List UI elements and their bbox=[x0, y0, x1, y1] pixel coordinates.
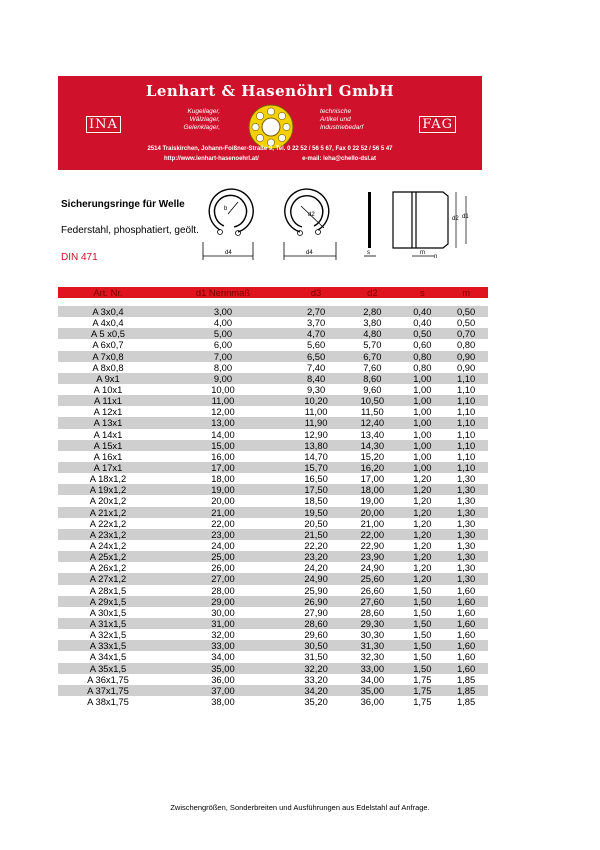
table-cell: 28,60 bbox=[288, 618, 344, 629]
table-cell: A 6x0,7 bbox=[92, 339, 124, 351]
table-cell: 1,00 bbox=[400, 373, 444, 384]
table-cell: 1,30 bbox=[456, 540, 476, 552]
label-d4-mid: d4 bbox=[306, 250, 313, 256]
table-cell: 7,40 bbox=[306, 361, 326, 373]
table-cell: 29,60 bbox=[304, 629, 328, 641]
table-cell: A 7x0,8 bbox=[58, 351, 158, 362]
table-cell: 38,00 bbox=[211, 695, 235, 707]
table-row bbox=[58, 685, 488, 696]
table-cell: A 27x1,2 bbox=[58, 573, 158, 584]
company-contact bbox=[58, 156, 482, 162]
table-cell: 1,00 bbox=[413, 428, 432, 440]
table-cell: 11,00 bbox=[158, 395, 288, 406]
column-header: d3 bbox=[288, 287, 344, 298]
table-cell: 1,75 bbox=[413, 673, 432, 685]
table-body bbox=[58, 298, 488, 707]
table-cell: 22,00 bbox=[211, 517, 235, 529]
table-cell: 17,00 bbox=[158, 462, 288, 473]
table-cell: A 12x1 bbox=[93, 406, 123, 418]
table-cell: 23,90 bbox=[344, 551, 400, 562]
table-cell: 1,00 bbox=[413, 406, 432, 418]
table-cell: 35,20 bbox=[304, 695, 328, 707]
table-cell: 33,20 bbox=[304, 673, 328, 685]
table-cell: 0,50 bbox=[444, 306, 488, 317]
table-row bbox=[58, 596, 488, 607]
table-cell: 1,50 bbox=[400, 663, 444, 674]
table-cell: 35,00 bbox=[344, 685, 400, 696]
table-cell: 16,00 bbox=[211, 450, 235, 462]
table-cell: 27,00 bbox=[158, 573, 288, 584]
ball-bearing-icon bbox=[248, 104, 294, 150]
table-cell: 1,50 bbox=[400, 596, 444, 607]
table-cell: 1,20 bbox=[400, 507, 444, 518]
table-cell: A 11x1 bbox=[58, 395, 158, 406]
table-cell: 1,30 bbox=[444, 551, 488, 562]
table-cell: 17,00 bbox=[360, 473, 385, 485]
table-row bbox=[58, 651, 488, 662]
table-cell: 1,10 bbox=[444, 395, 488, 406]
table-row bbox=[58, 351, 488, 362]
column-header: m bbox=[444, 287, 488, 298]
table-cell: 19,00 bbox=[158, 484, 288, 495]
table-row bbox=[58, 518, 488, 529]
table-row bbox=[58, 562, 488, 573]
table-cell: A 38x1,75 bbox=[87, 695, 129, 707]
table-cell: 19,00 bbox=[360, 495, 385, 507]
circlip-spec-table bbox=[58, 287, 488, 707]
label-d1: d1 bbox=[462, 214, 469, 220]
table-cell: 9,00 bbox=[158, 373, 288, 384]
table-cell: 1,60 bbox=[456, 651, 476, 663]
table-row bbox=[58, 429, 488, 440]
table-cell: 1,30 bbox=[456, 562, 476, 574]
table-cell: 1,10 bbox=[444, 462, 488, 473]
table-cell: 26,90 bbox=[288, 596, 344, 607]
table-cell: 2,70 bbox=[288, 306, 344, 317]
company-name: Lenhart & Hasenöhrl GmbH bbox=[145, 82, 395, 100]
table-cell: A 26x1,2 bbox=[89, 562, 127, 574]
table-cell: 33,00 bbox=[344, 663, 400, 674]
table-row bbox=[58, 618, 488, 629]
table-cell: 23,00 bbox=[158, 529, 288, 540]
table-cell: A 31x1,5 bbox=[58, 618, 158, 629]
table-cell: 1,20 bbox=[400, 551, 444, 562]
tagline-right: technische Artikel und Industriebedarf bbox=[320, 108, 364, 131]
table-cell: 15,70 bbox=[288, 462, 344, 473]
tagline-left: Kugellager, Wälzlager, Gelenklager, bbox=[183, 108, 220, 131]
table-row bbox=[58, 573, 488, 584]
table-cell: 34,00 bbox=[360, 673, 385, 685]
table-cell: 1,00 bbox=[413, 384, 432, 396]
table-cell: A 5 x0,5 bbox=[58, 328, 158, 339]
table-cell: A 20x1,2 bbox=[89, 495, 127, 507]
table-cell: 22,20 bbox=[304, 540, 328, 552]
table-cell: 4,00 bbox=[213, 317, 233, 329]
table-cell: A 16x1 bbox=[93, 450, 123, 462]
table-row bbox=[58, 362, 488, 373]
table-cell: 1,00 bbox=[413, 450, 432, 462]
table-row bbox=[58, 339, 488, 350]
table-cell: A 34x1,5 bbox=[89, 651, 127, 663]
table-row bbox=[58, 551, 488, 562]
table-cell: 13,40 bbox=[360, 428, 385, 440]
label-d2: d2 bbox=[452, 216, 459, 222]
table-cell: 18,50 bbox=[304, 495, 328, 507]
column-header: d1 Nennmaß bbox=[158, 287, 288, 298]
table-cell: A 37x1,75 bbox=[58, 685, 158, 696]
table-cell: 5,00 bbox=[158, 328, 288, 339]
table-cell: A 25x1,2 bbox=[58, 551, 158, 562]
table-cell: 1,50 bbox=[413, 651, 432, 663]
table-cell: 1,20 bbox=[400, 529, 444, 540]
table-cell: 20,50 bbox=[304, 517, 328, 529]
table-cell: A 36x1,75 bbox=[87, 673, 129, 685]
table-cell: 1,30 bbox=[444, 507, 488, 518]
table-cell: A 23x1,2 bbox=[58, 529, 158, 540]
table-row bbox=[58, 507, 488, 518]
table-cell: 10,00 bbox=[211, 384, 235, 396]
table-row bbox=[58, 540, 488, 551]
table-cell: A 29x1,5 bbox=[58, 596, 158, 607]
table-cell: 3,70 bbox=[306, 317, 326, 329]
table-cell: 1,30 bbox=[444, 529, 488, 540]
table-cell: 20,00 bbox=[344, 507, 400, 518]
table-cell: 5,70 bbox=[363, 339, 382, 351]
table-cell: 1,30 bbox=[456, 495, 476, 507]
table-cell: 16,50 bbox=[304, 473, 328, 485]
column-header: Art. Nr. bbox=[58, 287, 158, 298]
table-cell: 9,30 bbox=[306, 384, 326, 396]
label-m: m bbox=[420, 250, 425, 256]
table-row bbox=[58, 317, 488, 328]
table-cell: 26,60 bbox=[360, 584, 385, 596]
table-cell: A 9x1 bbox=[58, 373, 158, 384]
table-row bbox=[58, 495, 488, 506]
table-cell: 1,10 bbox=[456, 450, 476, 462]
table-cell: 1,10 bbox=[444, 373, 488, 384]
table-row bbox=[58, 674, 488, 685]
table-cell: 3,00 bbox=[158, 306, 288, 317]
table-cell: A 17x1 bbox=[58, 462, 158, 473]
table-cell: A 14x1 bbox=[93, 428, 123, 440]
table-cell: 12,00 bbox=[211, 406, 235, 418]
table-cell: 1,60 bbox=[456, 584, 476, 596]
table-cell: 6,00 bbox=[213, 339, 233, 351]
table-cell: 9,60 bbox=[363, 384, 382, 396]
table-cell: 22,90 bbox=[360, 540, 385, 552]
website-link[interactable]: http://www.lenhart-hasenoehrl.at/ bbox=[163, 156, 259, 162]
table-cell: 1,20 bbox=[400, 484, 444, 495]
table-cell: 1,10 bbox=[456, 384, 476, 396]
table-cell: A 18x1,2 bbox=[89, 473, 127, 485]
table-row bbox=[58, 451, 488, 462]
table-row bbox=[58, 663, 488, 674]
table-cell: A 32x1,5 bbox=[89, 629, 127, 641]
table-cell: 6,50 bbox=[288, 351, 344, 362]
table-cell: 1,50 bbox=[400, 640, 444, 651]
table-cell: 1,85 bbox=[444, 685, 488, 696]
table-cell: 1,30 bbox=[456, 473, 476, 485]
brand-logo-fag: FAG bbox=[419, 116, 456, 133]
table-cell: 1,30 bbox=[456, 517, 476, 529]
table-cell: 1,00 bbox=[400, 417, 444, 428]
table-cell: 1,75 bbox=[413, 695, 432, 707]
table-cell: A 35x1,5 bbox=[58, 663, 158, 674]
table-cell: 1,10 bbox=[444, 417, 488, 428]
table-cell: 1,60 bbox=[444, 596, 488, 607]
table-cell: 1,10 bbox=[456, 428, 476, 440]
table-cell: A 13x1 bbox=[58, 417, 158, 428]
table-cell: 13,80 bbox=[288, 440, 344, 451]
table-cell: 4,80 bbox=[344, 328, 400, 339]
table-cell: 23,20 bbox=[288, 551, 344, 562]
table-cell: A 33x1,5 bbox=[58, 640, 158, 651]
product-material: Federstahl, phosphatiert, geölt. bbox=[61, 225, 199, 236]
table-cell: 8,40 bbox=[288, 373, 344, 384]
table-cell: 1,85 bbox=[456, 673, 476, 685]
column-header: d2 bbox=[344, 287, 400, 298]
table-cell: 37,00 bbox=[158, 685, 288, 696]
table-cell: 1,30 bbox=[444, 573, 488, 584]
table-cell: 1,60 bbox=[444, 640, 488, 651]
table-cell: A 28x1,5 bbox=[89, 584, 127, 596]
table-cell: 34,20 bbox=[288, 685, 344, 696]
label-s: s bbox=[367, 250, 370, 256]
email-link[interactable]: e-mail: leha@chello-dsl.at bbox=[302, 156, 376, 162]
table-cell: 30,50 bbox=[288, 640, 344, 651]
table-cell: 6,70 bbox=[344, 351, 400, 362]
table-cell: 0,40 bbox=[400, 306, 444, 317]
table-cell: 25,90 bbox=[304, 584, 328, 596]
footer-note: Zwischengrößen, Sonderbreiten und Ausführungen aus Edelstahl auf Anfrage. bbox=[170, 803, 430, 812]
table-cell: 1,50 bbox=[400, 618, 444, 629]
table-cell: 32,20 bbox=[288, 663, 344, 674]
table-cell: 36,00 bbox=[211, 673, 235, 685]
table-cell: 32,00 bbox=[211, 629, 235, 641]
table-cell: 4,70 bbox=[288, 328, 344, 339]
table-cell: 13,00 bbox=[158, 417, 288, 428]
table-row bbox=[58, 440, 488, 451]
table-cell: A 3x0,4 bbox=[58, 306, 158, 317]
table-cell: 22,00 bbox=[344, 529, 400, 540]
table-cell: 1,50 bbox=[413, 606, 432, 618]
table-cell: 1,20 bbox=[413, 562, 432, 574]
table-row bbox=[58, 406, 488, 417]
table-cell: 1,85 bbox=[456, 695, 476, 707]
table-cell: A 10x1 bbox=[93, 384, 123, 396]
table-row bbox=[58, 384, 488, 395]
table-cell: 12,90 bbox=[304, 428, 328, 440]
table-cell: 20,00 bbox=[211, 495, 235, 507]
table-row bbox=[58, 328, 488, 339]
table-cell: 14,00 bbox=[211, 428, 235, 440]
table-header-row bbox=[58, 287, 488, 298]
table-row bbox=[58, 373, 488, 384]
table-cell: 1,10 bbox=[456, 406, 476, 418]
table-cell: 28,00 bbox=[211, 584, 235, 596]
table-cell: 24,90 bbox=[288, 573, 344, 584]
standard-label: DIN 471 bbox=[61, 252, 98, 263]
table-cell: 1,20 bbox=[413, 473, 432, 485]
table-cell: 0,80 bbox=[413, 361, 432, 373]
label-n: n bbox=[434, 254, 438, 260]
column-header: s bbox=[400, 287, 444, 298]
table-cell: 35,00 bbox=[158, 663, 288, 674]
table-cell: 0,90 bbox=[444, 351, 488, 362]
table-cell: 18,00 bbox=[211, 473, 235, 485]
table-row bbox=[58, 629, 488, 640]
table-cell: 28,60 bbox=[360, 606, 385, 618]
table-cell: A 4x0,4 bbox=[92, 317, 124, 329]
table-cell: 16,20 bbox=[344, 462, 400, 473]
table-cell: 8,00 bbox=[213, 361, 233, 373]
table-cell: 15,20 bbox=[360, 450, 385, 462]
table-cell: 0,90 bbox=[456, 361, 476, 373]
table-cell: 1,60 bbox=[456, 606, 476, 618]
table-cell: 3,80 bbox=[363, 317, 382, 329]
table-row bbox=[58, 417, 488, 428]
table-cell: 1,20 bbox=[413, 517, 432, 529]
table-cell: 10,20 bbox=[288, 395, 344, 406]
table-cell: 1,20 bbox=[413, 495, 432, 507]
table-cell: 0,50 bbox=[400, 328, 444, 339]
table-row bbox=[58, 473, 488, 484]
table-cell: 25,00 bbox=[158, 551, 288, 562]
table-cell: 11,90 bbox=[288, 417, 344, 428]
table-cell: 10,50 bbox=[344, 395, 400, 406]
table-cell: 1,60 bbox=[444, 618, 488, 629]
table-cell: 0,50 bbox=[456, 317, 476, 329]
table-row bbox=[58, 585, 488, 596]
brand-logo-ina: INA bbox=[86, 116, 121, 133]
table-cell: 31,50 bbox=[304, 651, 328, 663]
table-cell: 8,60 bbox=[344, 373, 400, 384]
table-cell: 0,40 bbox=[413, 317, 432, 329]
circlip-technical-drawing bbox=[198, 182, 483, 262]
table-row bbox=[58, 529, 488, 540]
table-row bbox=[58, 306, 488, 317]
table-cell: 27,90 bbox=[304, 606, 328, 618]
product-title: Sicherungsringe für Welle bbox=[61, 199, 185, 210]
table-cell: 30,00 bbox=[211, 606, 235, 618]
table-cell: A 21x1,2 bbox=[58, 507, 158, 518]
table-cell: 11,50 bbox=[360, 406, 384, 418]
table-cell: 1,00 bbox=[400, 462, 444, 473]
table-cell: 5,60 bbox=[306, 339, 326, 351]
table-cell: 1,75 bbox=[400, 685, 444, 696]
table-cell: 1,00 bbox=[400, 440, 444, 451]
table-cell: 2,80 bbox=[344, 306, 400, 317]
table-cell: 32,30 bbox=[360, 651, 385, 663]
label-d4-left: d4 bbox=[225, 250, 232, 256]
table-cell: 29,00 bbox=[158, 596, 288, 607]
table-row bbox=[58, 462, 488, 473]
table-cell: 7,60 bbox=[363, 361, 382, 373]
table-cell: 12,40 bbox=[344, 417, 400, 428]
company-address: 2514 Traiskirchen, Johann-Foißner-Straße 9, Tel. 0 22 52 / 56 5 67, Fax 0 22 52 / 56 5 47 bbox=[147, 146, 393, 152]
table-cell: 24,90 bbox=[360, 562, 385, 574]
table-cell: 14,30 bbox=[344, 440, 400, 451]
table-cell: 0,80 bbox=[400, 351, 444, 362]
table-cell: 0,70 bbox=[444, 328, 488, 339]
table-cell: 0,60 bbox=[413, 339, 432, 351]
table-cell: 34,00 bbox=[211, 651, 235, 663]
label-d3: d2 bbox=[308, 212, 315, 218]
table-cell: A 30x1,5 bbox=[89, 606, 127, 618]
table-row bbox=[58, 484, 488, 495]
table-row bbox=[58, 607, 488, 618]
table-cell: 15,00 bbox=[158, 440, 288, 451]
table-cell: 1,50 bbox=[413, 584, 432, 596]
table-cell: 19,50 bbox=[288, 507, 344, 518]
table-cell: 14,70 bbox=[304, 450, 328, 462]
table-cell: A 22x1,2 bbox=[89, 517, 127, 529]
table-cell: 7,00 bbox=[158, 351, 288, 362]
table-cell: 1,60 bbox=[456, 629, 476, 641]
table-row bbox=[58, 696, 488, 707]
table-cell: 1,20 bbox=[413, 540, 432, 552]
table-cell: 21,50 bbox=[288, 529, 344, 540]
spacer-row bbox=[58, 298, 488, 306]
table-cell: 18,00 bbox=[344, 484, 400, 495]
table-cell: A 8x0,8 bbox=[92, 361, 124, 373]
table-cell: 1,00 bbox=[400, 395, 444, 406]
table-cell: 1,60 bbox=[444, 663, 488, 674]
table-cell: A 15x1 bbox=[58, 440, 158, 451]
table-cell: 1,50 bbox=[413, 629, 432, 641]
table-cell: 25,60 bbox=[344, 573, 400, 584]
table-cell: 27,60 bbox=[344, 596, 400, 607]
table-cell: 0,80 bbox=[456, 339, 476, 351]
table-cell: A 19x1,2 bbox=[58, 484, 158, 495]
table-cell: 1,30 bbox=[444, 484, 488, 495]
table-cell: 24,20 bbox=[304, 562, 328, 574]
table-row bbox=[58, 395, 488, 406]
table-cell: 26,00 bbox=[211, 562, 235, 574]
table-cell: 11,00 bbox=[304, 406, 328, 418]
table-cell: 33,00 bbox=[158, 640, 288, 651]
company-banner bbox=[58, 76, 482, 170]
table-cell: 1,10 bbox=[444, 440, 488, 451]
table-cell: 21,00 bbox=[158, 507, 288, 518]
table-cell: 29,30 bbox=[344, 618, 400, 629]
table-cell: 36,00 bbox=[360, 695, 385, 707]
table-cell: 1,20 bbox=[400, 573, 444, 584]
table-cell: 24,00 bbox=[211, 540, 235, 552]
table-cell: 31,00 bbox=[158, 618, 288, 629]
table-cell: 21,00 bbox=[360, 517, 385, 529]
table-cell: 30,30 bbox=[360, 629, 385, 641]
table-cell: 31,30 bbox=[344, 640, 400, 651]
table-cell: 17,50 bbox=[288, 484, 344, 495]
label-b: b bbox=[224, 206, 228, 212]
table-row bbox=[58, 640, 488, 651]
table-cell: A 24x1,2 bbox=[89, 540, 127, 552]
